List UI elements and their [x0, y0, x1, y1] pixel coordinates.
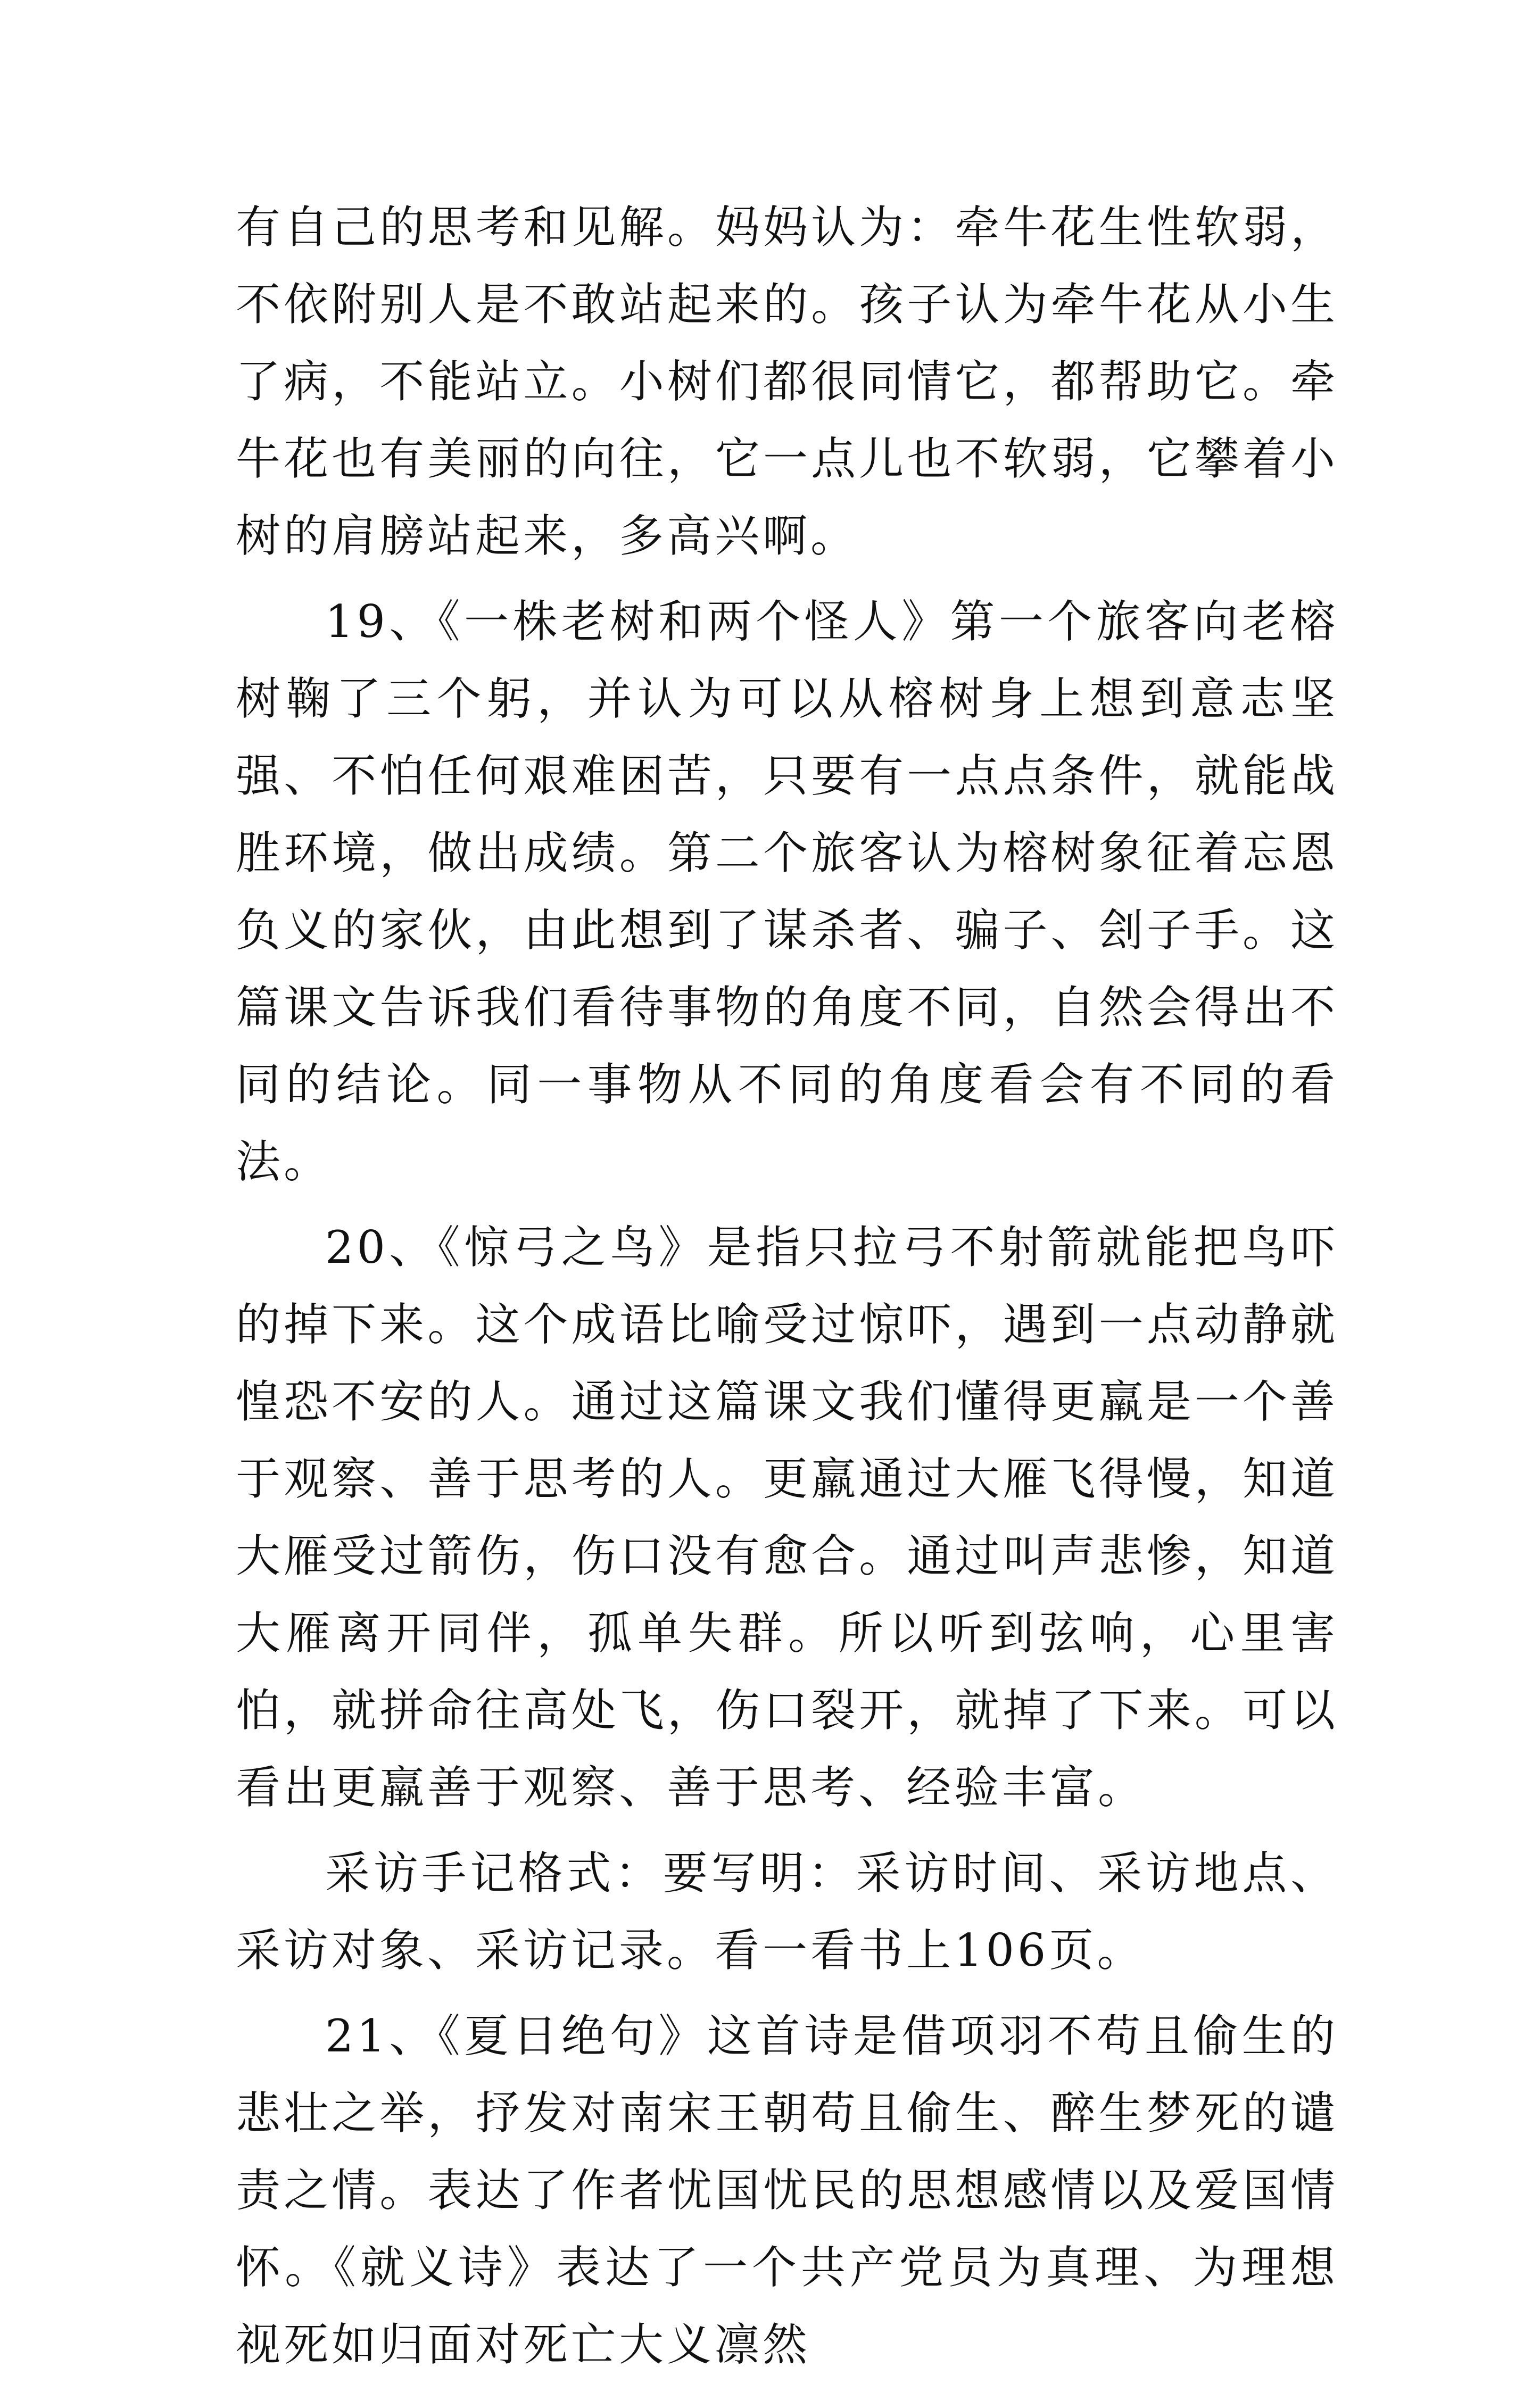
paragraph-20: 20、《惊弓之鸟》是指只拉弓不射箭就能把鸟吓的掉下来。这个成语比喻受过惊吓，遇到一点动静就惶恐不安的人。通过这篇课文我们懂得更羸是一个善于观察、善于思考的人。更羸通过大雁飞得慢，知道大雁受过箭伤，伤口没有愈合。通过叫声悲惨，知道大雁离开同伴，孤单失群。所以听到弦响，心里害怕，就拼命往高处飞，伤口裂开，就掉了下来。可以看出更羸善于观察、善于思考、经验丰富。: [236, 1221, 1338, 1814]
paragraph-interview-notes: 采访手记格式：要写明：采访时间、采访地点、采访对象、采访记录。看一看书上106页。: [236, 1847, 1338, 1976]
document-body: [236, 189, 1338, 2392]
paragraph-21: 21、《夏日绝句》这首诗是借项羽不苟且偷生的悲壮之举，抒发对南宋王朝苟且偷生、醉生梦死的谴责之情。表达了作者忧国忧民的思想感情以及爱国情怀。《就义诗》表达了一个共产党员为真理、为理想视死如归面对死亡大义凛然: [236, 2010, 1338, 2371]
paragraph-19: 19、《一株老树和两个怪人》第一个旅客向老榕树鞠了三个躬，并认为可以从榕树身上想到意志坚强、不怕任何艰难困苦，只要有一点点条件，就能战胜环境，做出成绩。第二个旅客认为榕树象征着忘恩负义的家伙，由此想到了谋杀者、骗子、刽子手。这篇课文告诉我们看待事物的角度不同，自然会得出不同的结论。同一事物从不同的角度看会有不同的看法。: [236, 595, 1338, 1188]
paragraph-continuation: 有自己的思考和见解。妈妈认为：牵牛花生性软弱，不依附别人是不敢站起来的。孩子认为牵牛花从小生了病，不能站立。小树们都很同情它，都帮助它。牵牛花也有美丽的向往，它一点儿也不软弱，它攀着小树的肩膀站起来，多高兴啊。: [236, 201, 1338, 562]
